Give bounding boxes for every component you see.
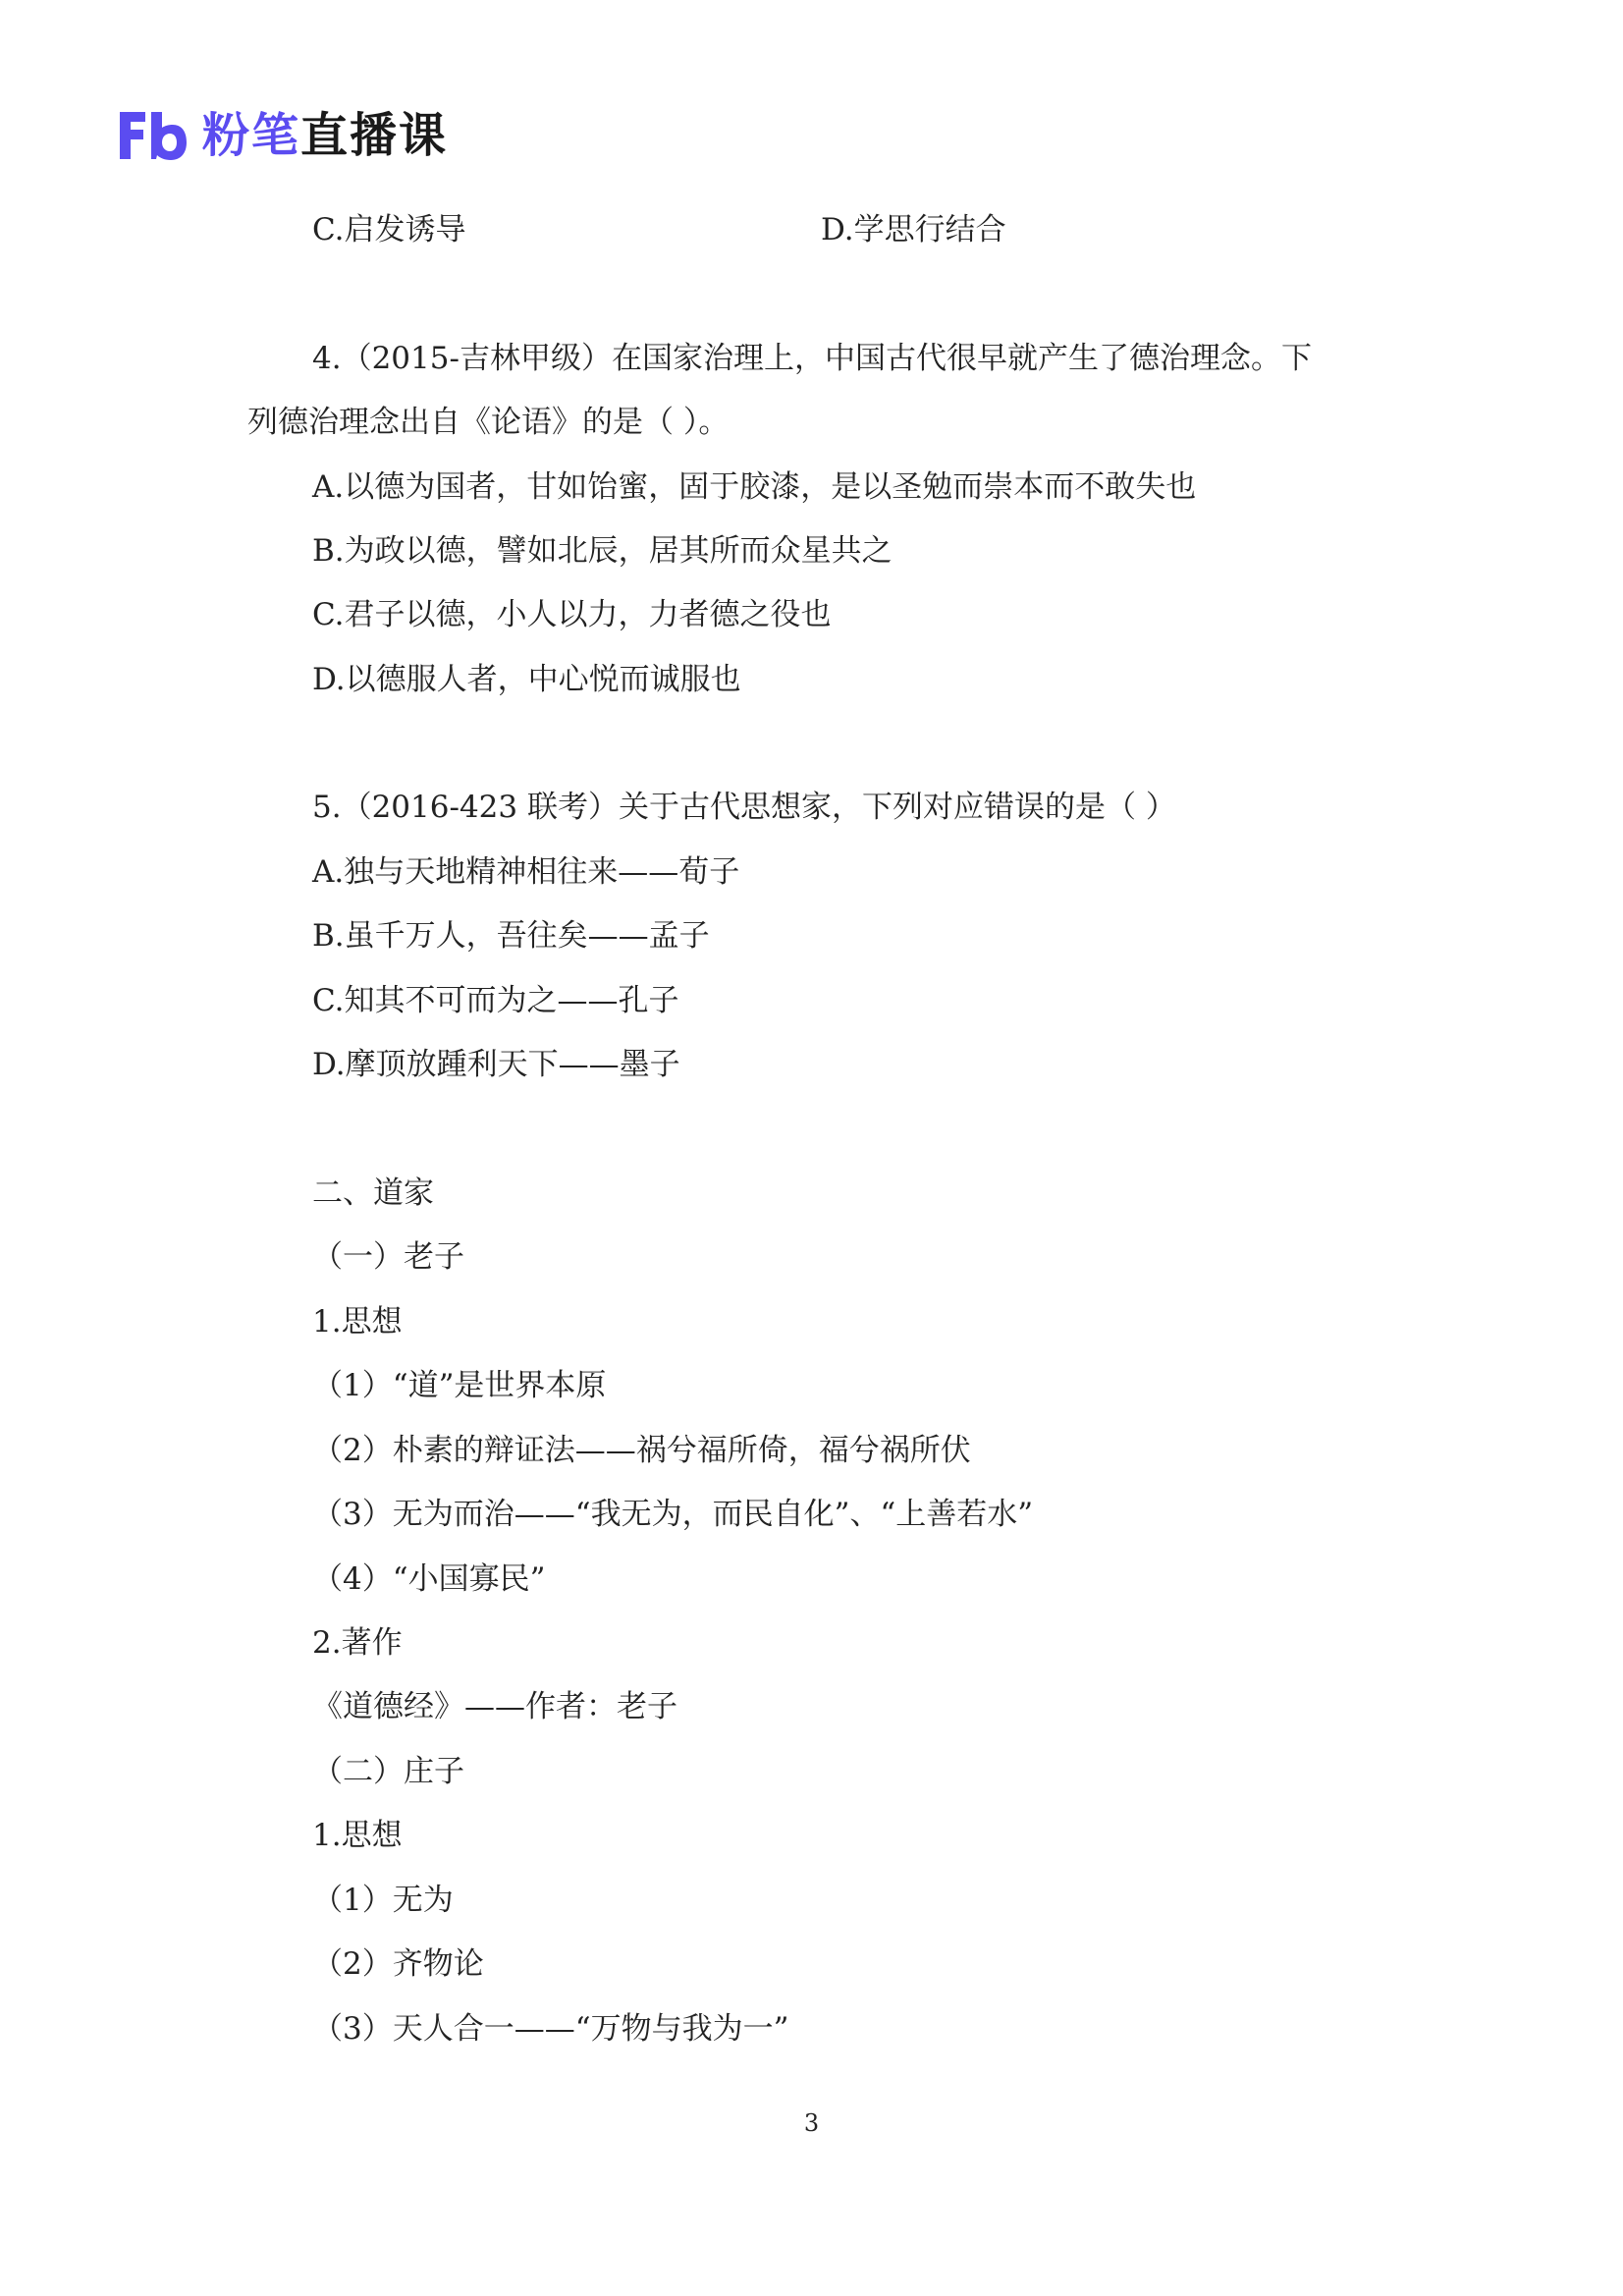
laozi-thought-3: （3）无为而治——“我无为，而民自化”、“上善若水” bbox=[312, 1497, 1034, 1532]
q4-stem-line1: 4.（2015-吉林甲级）在国家治理上，中国古代很早就产生了德治理念。下 bbox=[312, 341, 1312, 376]
q5-stem: 5.（2016-423 联考）关于古代思想家，下列对应错误的是（ ） bbox=[312, 790, 1176, 825]
q5-option-b: B.虽千万人，吾往矣——孟子 bbox=[312, 918, 710, 954]
zhuangzi-title: （二）庄子 bbox=[312, 1754, 464, 1789]
laozi-works-title: 2.著作 bbox=[312, 1625, 403, 1661]
zhuangzi-thought-3: （3）天人合一——“万物与我为一” bbox=[312, 2011, 789, 2047]
laozi-thought-4: （4）“小国寡民” bbox=[312, 1561, 546, 1597]
q4-option-a: A.以德为国者，甘如饴蜜，固于胶漆，是以圣勉而崇本而不敢失也 bbox=[312, 469, 1197, 505]
section-title: 二、道家 bbox=[312, 1175, 434, 1211]
q4-option-c: C.君子以德，小人以力，力者德之役也 bbox=[312, 597, 832, 632]
q5-option-d: D.摩顶放踵利天下——墨子 bbox=[312, 1047, 680, 1082]
q4-stem-line2: 列德治理念出自《论语》的是（ ）。 bbox=[247, 405, 730, 440]
prev-option-c: C.启发诱导 bbox=[312, 212, 466, 247]
laozi-thought-1: （1）“道”是世界本原 bbox=[312, 1368, 607, 1403]
brand-logo bbox=[116, 106, 448, 165]
page-number: 3 bbox=[803, 2109, 820, 2137]
q4-option-b: B.为政以德，譬如北辰，居其所而众星共之 bbox=[312, 533, 893, 569]
q4-option-d: D.以德服人者，中心悦而诚服也 bbox=[312, 662, 741, 697]
fb-logo-icon bbox=[116, 110, 189, 161]
q5-option-a: A.独与天地精神相往来——荀子 bbox=[312, 854, 740, 890]
zhuangzi-thought-title: 1.思想 bbox=[312, 1818, 403, 1853]
logo-product: 直播课 bbox=[300, 108, 449, 163]
laozi-thought-title: 1.思想 bbox=[312, 1304, 403, 1339]
zhuangzi-thought-2: （2）齐物论 bbox=[312, 1946, 484, 1982]
q5-option-c: C.知其不可而为之——孔子 bbox=[312, 983, 679, 1018]
laozi-title: （一）老子 bbox=[312, 1239, 464, 1275]
logo-brand: 粉笔 bbox=[202, 108, 301, 163]
laozi-works: 《道德经》——作者：老子 bbox=[312, 1689, 677, 1724]
laozi-thought-2: （2）朴素的辩证法——祸兮福所倚，福兮祸所伏 bbox=[312, 1433, 971, 1468]
prev-option-d: D.学思行结合 bbox=[821, 212, 1006, 247]
logo-text bbox=[202, 106, 448, 165]
zhuangzi-thought-1: （1）无为 bbox=[312, 1883, 454, 1918]
